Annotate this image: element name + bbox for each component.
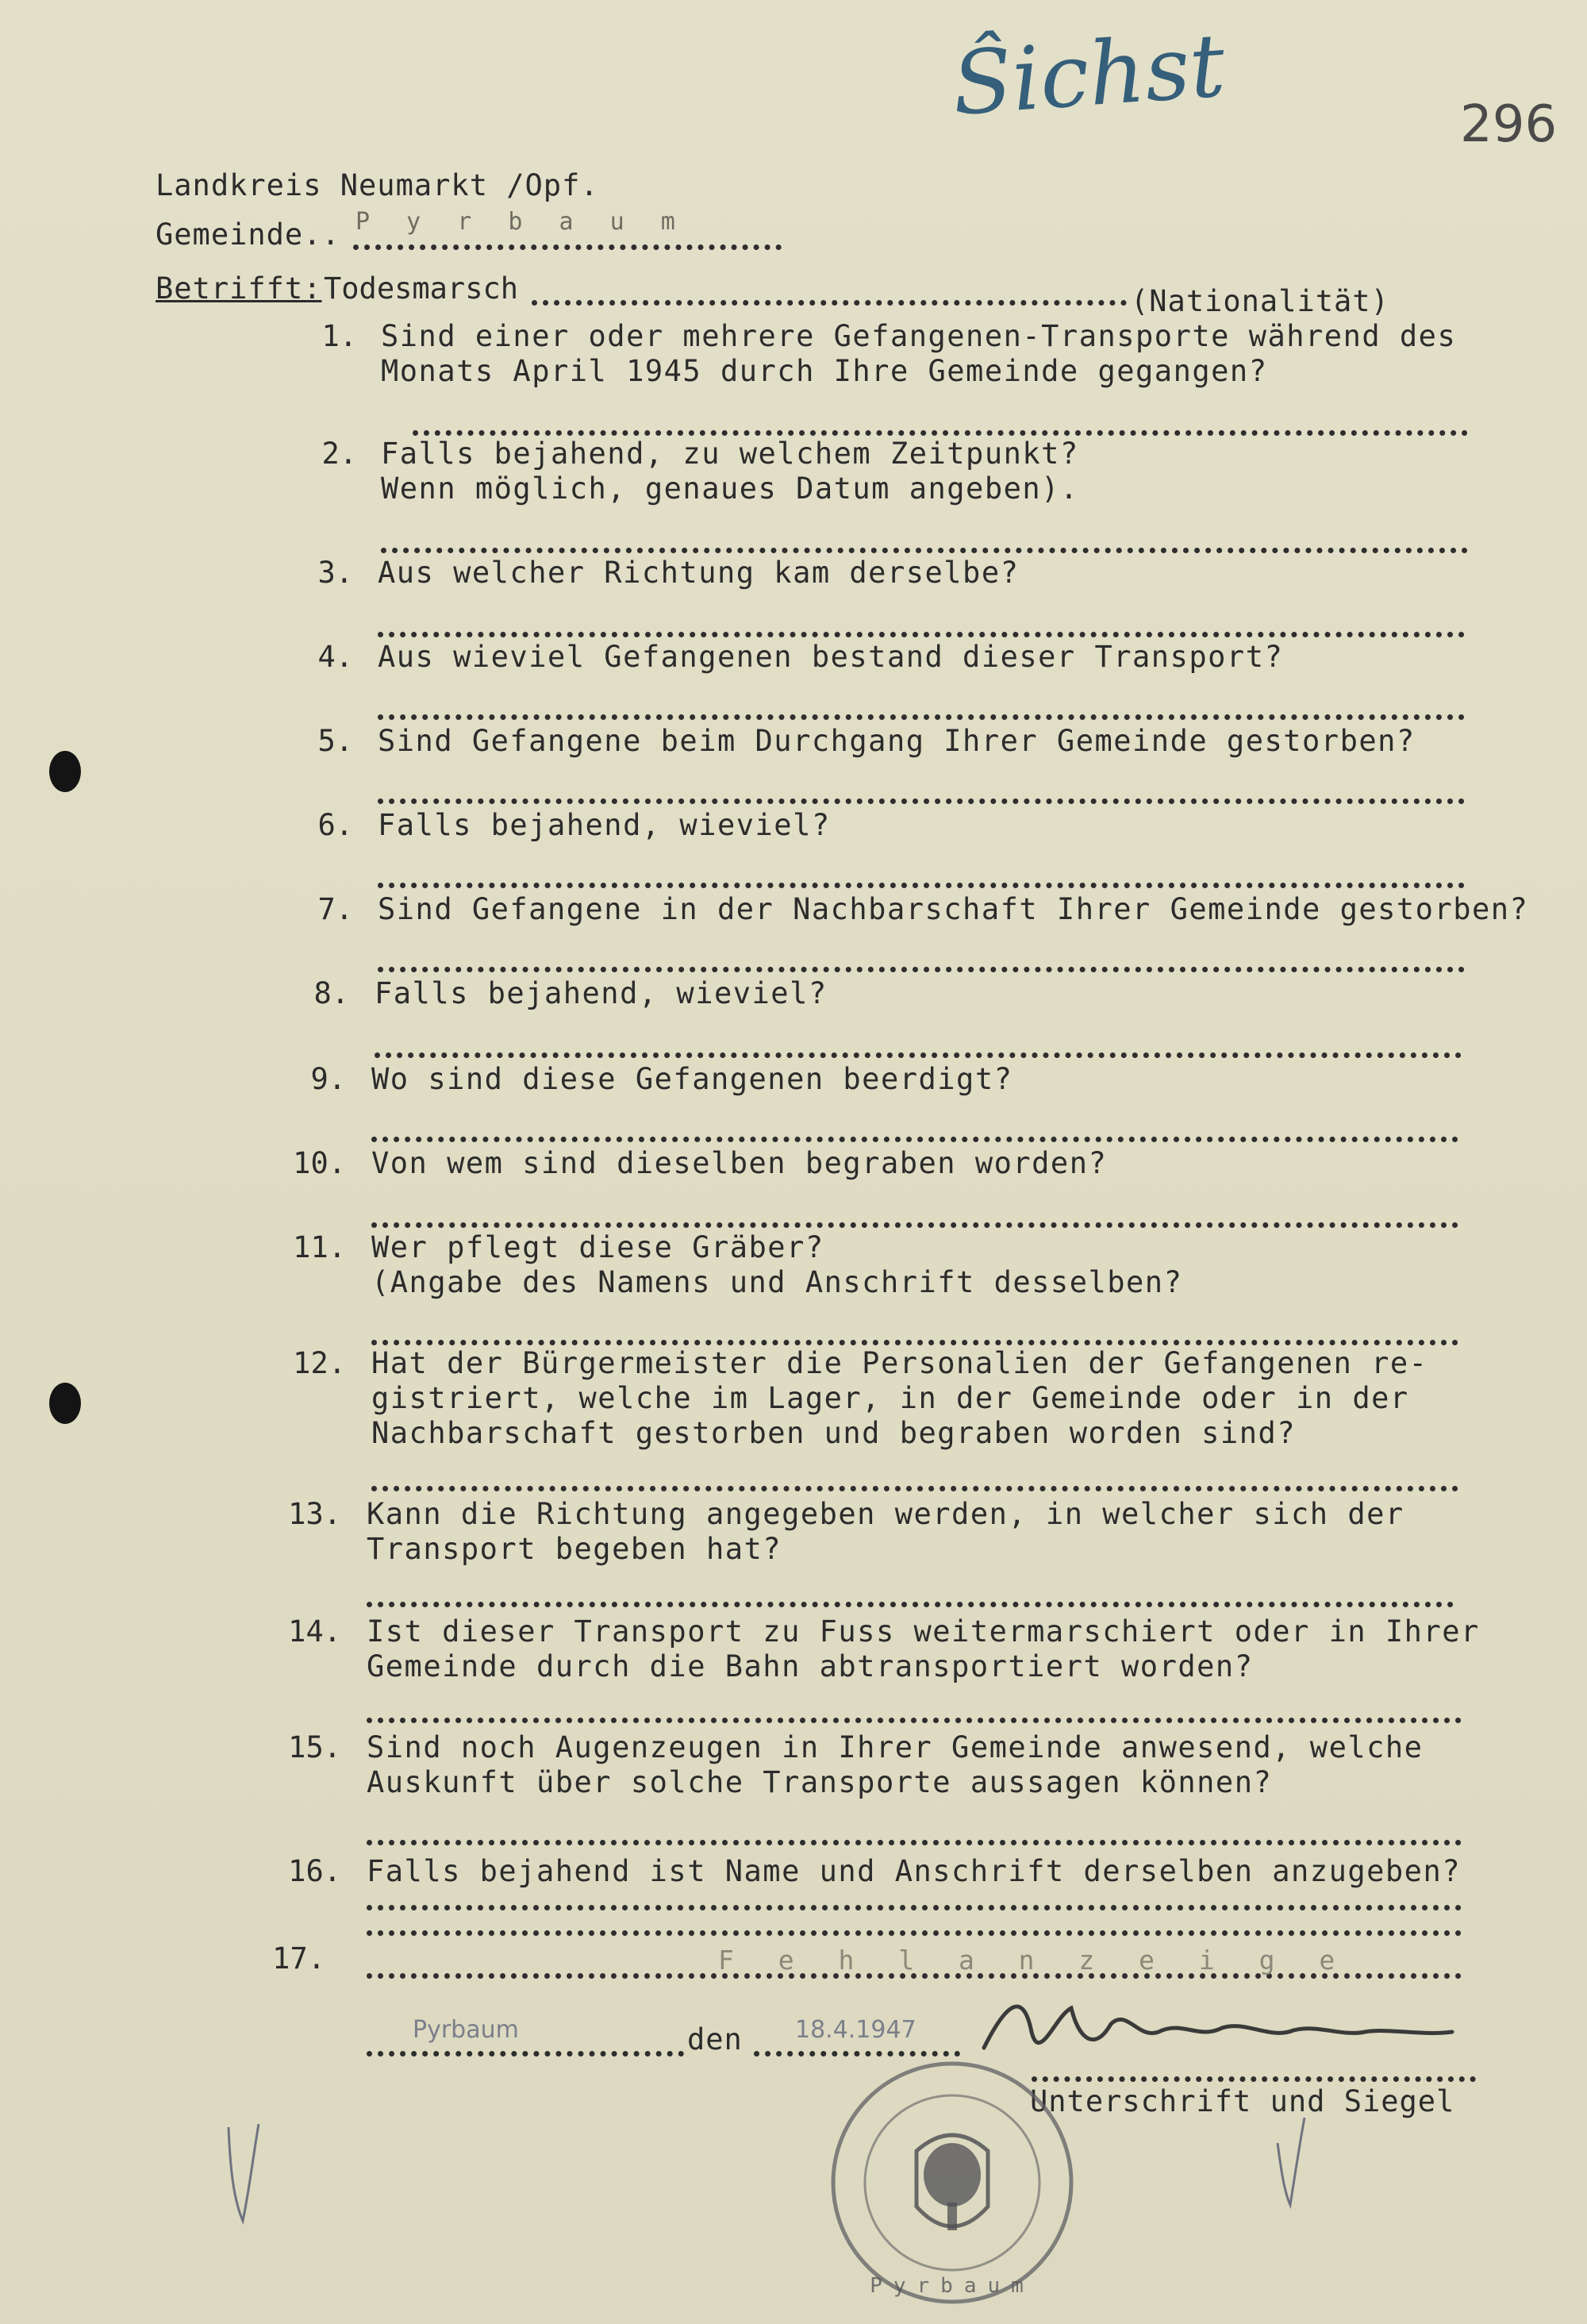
place-dots <box>367 2051 684 2057</box>
answer-line-2 <box>381 548 1468 553</box>
question-11-number: 11. <box>293 1230 346 1264</box>
question-9-line-1: Wo sind diese Gefangenen beerdigt? <box>371 1062 1013 1096</box>
question-15-number: 15. <box>288 1730 341 1764</box>
question-8-number: 8. <box>313 976 349 1010</box>
question-2-line-1: Falls bejahend, zu welchem Zeitpunkt? <box>381 437 1079 471</box>
gemeinde-label: Gemeinde.. <box>156 217 340 252</box>
question-3-number: 3. <box>317 556 353 590</box>
answer-line-15 <box>367 1840 1462 1845</box>
answer-line-16a <box>367 1905 1462 1910</box>
answer-line-11 <box>371 1340 1458 1345</box>
question-12-line-1: Hat der Bürgermeister die Personalien der Gefangenen re- <box>371 1346 1428 1380</box>
answer-line-9 <box>371 1137 1458 1142</box>
punch-hole-bottom <box>49 1383 81 1424</box>
question-8-line-1: Falls bejahend, wieviel? <box>375 976 828 1010</box>
nationality-label: (Nationalität) <box>1131 284 1389 318</box>
answer-line-5 <box>378 798 1465 804</box>
question-4-line-1: Aus wieviel Gefangenen bestand dieser Transport? <box>378 640 1284 674</box>
question-13-line-1: Kann die Richtung angegeben werden, in welcher sich der <box>367 1497 1404 1531</box>
question-13-line-2: Transport begeben hat? <box>367 1532 782 1566</box>
question-11-line-2: (Angabe des Namens und Anschrift desselben? <box>371 1265 1183 1299</box>
question-5-number: 5. <box>317 724 353 758</box>
date-value: 18.4.1947 <box>795 2016 916 2044</box>
question-2-line-2: Wenn möglich, genaues Datum angeben). <box>381 471 1079 506</box>
answer-line-10 <box>371 1222 1458 1228</box>
question-12-line-3: Nachbarschaft gestorben und begraben worden sind? <box>371 1416 1297 1450</box>
question-7-line-1: Sind Gefangene in der Nachbarschaft Ihrer Gemeinde gestorben? <box>378 892 1529 926</box>
question-7-number: 7. <box>317 892 353 926</box>
handwritten-annotation: Ŝichst <box>948 14 1228 135</box>
question-16-number: 16. <box>288 1854 341 1888</box>
question-12-line-2: gistriert, welche im Lager, in der Gemeinde oder in der <box>371 1381 1409 1415</box>
answer-line-7 <box>378 967 1465 972</box>
check-mark-left <box>222 2119 270 2230</box>
question-10-number: 10. <box>293 1146 346 1180</box>
page-number: 296 <box>1460 95 1558 154</box>
question-6-number: 6. <box>317 808 353 842</box>
question-17-number: 17. <box>272 1941 325 1976</box>
question-9-number: 9. <box>310 1062 346 1096</box>
answer-line-1 <box>413 430 1468 436</box>
question-14-line-1: Ist dieser Transport zu Fuss weitermarschiert oder in Ihrer <box>367 1614 1480 1649</box>
betrifft-label: Betrifft: <box>156 271 322 306</box>
question-16-line-1: Falls bejahend ist Name und Anschrift derselben anzugeben? <box>367 1854 1462 1888</box>
question-14-number: 14. <box>288 1614 341 1649</box>
den-label: den <box>687 2022 743 2057</box>
answer-line-16b <box>367 1930 1462 1936</box>
official-seal <box>825 2056 1079 2310</box>
answer-line-13 <box>367 1602 1454 1607</box>
answer-17-text: F e h l a n z e i g e <box>718 1945 1350 1976</box>
question-5-line-1: Sind Gefangene beim Durchgang Ihrer Gemeinde gestorben? <box>378 724 1416 758</box>
answer-line-6 <box>378 883 1465 888</box>
question-6-line-1: Falls bejahend, wieviel? <box>378 808 831 842</box>
check-mark-right <box>1270 2111 1317 2214</box>
place-value: Pyrbaum <box>413 2016 519 2044</box>
gemeinde-dots <box>353 244 782 250</box>
answer-line-3 <box>378 632 1465 637</box>
question-15-line-2: Auskunft über solche Transporte aussagen können? <box>367 1765 1273 1799</box>
question-1-line-1: Sind einer oder mehrere Gefangenen-Transporte während des <box>381 319 1457 353</box>
question-2-number: 2. <box>321 437 357 471</box>
signature-dots <box>1032 2076 1476 2082</box>
gemeinde-value: P y r b a u m <box>355 208 686 236</box>
question-11-line-1: Wer pflegt diese Gräber? <box>371 1230 824 1264</box>
question-3-line-1: Aus welcher Richtung kam derselbe? <box>378 556 1020 590</box>
answer-line-4 <box>378 714 1465 720</box>
seal-text: Pyrbaum <box>870 2274 1035 2298</box>
answer-line-8 <box>375 1052 1462 1058</box>
betrifft-dots <box>532 300 1127 306</box>
signature-label: Unterschrift und Siegel <box>1030 2084 1455 2118</box>
question-14-line-2: Gemeinde durch die Bahn abtransportiert worden? <box>367 1649 1254 1683</box>
landkreis-line: Landkreis Neumarkt /Opf. <box>156 168 599 202</box>
question-1-number: 1. <box>321 319 357 353</box>
question-1-line-2: Monats April 1945 durch Ihre Gemeinde gegangen? <box>381 354 1268 388</box>
punch-hole-top <box>49 751 81 792</box>
question-15-line-1: Sind noch Augenzeugen in Ihrer Gemeinde anwesend, welche <box>367 1730 1424 1764</box>
betrifft-subject: Todesmarsch <box>324 271 519 306</box>
question-12-number: 12. <box>293 1346 346 1380</box>
answer-line-14 <box>367 1718 1462 1723</box>
question-13-number: 13. <box>288 1497 341 1531</box>
question-4-number: 4. <box>317 640 353 674</box>
answer-line-12 <box>371 1486 1458 1491</box>
question-10-line-1: Von wem sind dieselben begraben worden? <box>371 1146 1108 1180</box>
